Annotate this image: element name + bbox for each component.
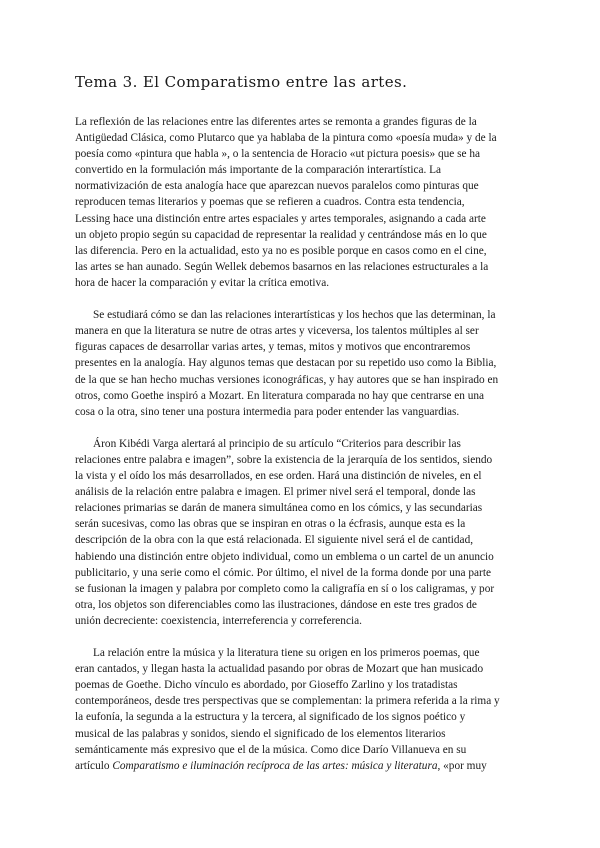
text-line: eran cantados, y llegan hasta la actualidad pasando por obras de Mozart que han musicado — [75, 663, 484, 676]
text-line: Antigüedad Clásica, como Plutarco que ya hablaba de la pintura como «poesía muda» y de la — [75, 132, 497, 145]
text-line: la eufonía, la segunda a la estructura y la tercera, al significado de los signos poético y — [75, 711, 466, 724]
text-line: manera en que la literatura se nutre de otras artes y viceversa, los talentos múltiples al ser — [75, 325, 479, 338]
text-line: otros, como Goethe inspiró a Mozart. En literatura comparada no hay que centrarse en una — [75, 389, 485, 402]
text-line: análisis de la relación entre palabra e imagen. El primer nivel será el temporal, donde las — [75, 486, 476, 499]
page-title: Tema 3. El Comparatismo entre las artes. — [75, 73, 408, 91]
text-line: hora de hacer la comparación y evitar la crítica emotiva. — [75, 276, 330, 289]
paragraph-1 — [75, 114, 525, 291]
text-line: poesía como «pintura que habla », o la sentencia de Horacio «ut pictura poesis» que se ha — [75, 148, 480, 161]
text-line: Áron Kibédi Varga alertará al principio de su artículo “Criterios para describir las — [93, 437, 461, 450]
text-line: relaciones entre palabra e imagen”, sobre la existencia de la jerarquía de los sentidos, siendo — [75, 453, 493, 466]
text-line: presentes en la analogía. Hay algunos temas que destacan por su repetido uso como la Biblia, — [75, 357, 497, 370]
text-line: Lessing hace una distinción entre artes espaciales y artes temporales, asignando a cada arte — [75, 212, 486, 225]
text-segment: artículo — [75, 759, 113, 772]
text-line: las artes se han aunado. Según Wellek debemos basarnos en las relaciones estructurales a la — [75, 260, 489, 273]
text-line: las diferencia. Pero en la actualidad, esto ya no es posible porque en casos como en el cine, — [75, 244, 487, 257]
text-line: descripción de la obra con la que está relacionada. El siguiente nivel será el de cantidad, — [75, 534, 474, 547]
text-line: Se estudiará cómo se dan las relaciones interartísticas y los hechos que las determinan, la — [93, 309, 496, 322]
text-line: la vista y el oído los más desarrollados, en ese orden. Hará una distinción de niveles, en el — [75, 470, 482, 483]
text-segment: , «por muy — [437, 759, 487, 772]
text-line: normativización de esta analogía hace que aparezcan nuevos paralelos como pinturas que — [75, 180, 479, 193]
text-line: unión decreciente: coexistencia, interreferencia y correferencia. — [75, 614, 362, 627]
text-line: un objeto propio según su capacidad de representar la realidad y centrándose más en lo que — [75, 228, 487, 241]
text-line: convertido en la formulación más importante de la comparación interartística. La — [75, 164, 442, 177]
text-line: contemporáneos, desde tres perspectivas que se complementan: la primera referida a la rima y — [75, 695, 500, 708]
article-title: Comparatismo e iluminación recíproca de las artes: música y literatura — [112, 759, 438, 772]
text-line: otra, los objetos son diferenciables como las ilustraciones, dándose en este tres grados de — [75, 598, 477, 611]
paragraph-3 — [75, 436, 525, 629]
document-body — [75, 114, 525, 790]
text-line: serán sucesivas, como las obras que se inspiran en otras o la écfrasis, aunque esta es la — [75, 518, 466, 531]
text-line: relaciones primarias se darán de manera simultánea como en los cómics, y las secundarias — [75, 502, 483, 515]
text-line: reproducen temas literarios y poemas que se refieren a cuadros. Contra esta tendencia, — [75, 196, 465, 209]
text-line: La relación entre la música y la literatura tiene su origen en los primeros poemas, que — [93, 647, 480, 660]
text-line — [75, 758, 525, 774]
text-line: La reflexión de las relaciones entre las diferentes artes se remonta a grandes figuras de la — [75, 116, 477, 128]
paragraph-2 — [75, 307, 525, 420]
text-line: se fusionan la imagen y palabra por completo como la caligrafía en sí o los caligramas, y por — [75, 582, 495, 595]
paragraph-4 — [75, 645, 525, 774]
text-line: cosa o la otra, sino tener una postura intermedia para poder entender las vanguardias. — [75, 405, 460, 418]
text-line: semánticamente más expresivo que el de la música. Como dice Darío Villanueva en su — [75, 743, 467, 756]
text-line: musical de las palabras y sonidos, siendo el significado de los elementos literarios — [75, 727, 446, 740]
text-line: poemas de Goethe. Dicho vínculo es abordado, por Gioseffo Zarlino y los tratadistas — [75, 679, 458, 692]
text-line: figuras capaces de desarrollar varias artes, y temas, mitos y motivos que encontraremos — [75, 341, 471, 354]
text-line: de la que se han hecho muchas versiones iconográficas, y hay autores que se han inspirado en — [75, 373, 499, 386]
text-line: publicitario, y una serie como el cómic. Por último, el nivel de la forma donde por una parte — [75, 566, 491, 579]
text-line: habiendo una distinción entre objeto individual, como un emblema o un cartel de un anuncio — [75, 550, 494, 563]
